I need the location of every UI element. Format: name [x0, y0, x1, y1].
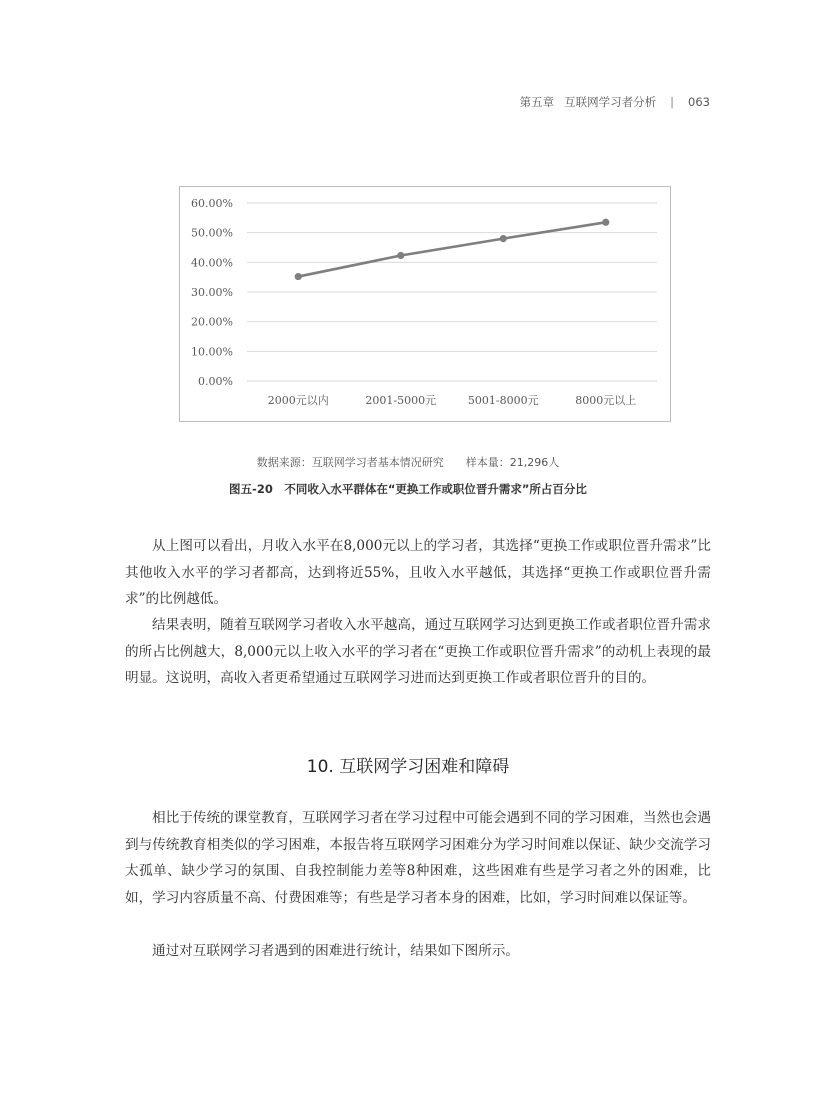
chart-canvas — [180, 187, 672, 423]
y-tick-label: 20.00% — [191, 315, 233, 329]
y-tick-label: 30.00% — [191, 286, 233, 299]
chapter-title: 互联网学习者分析 — [564, 95, 657, 109]
line-chart — [179, 186, 671, 422]
x-tick-label: 8000元以上 — [575, 394, 637, 407]
header-separator: | — [670, 95, 675, 109]
data-point — [602, 219, 609, 226]
y-tick-label: 40.00% — [191, 256, 233, 270]
y-tick-label: 60.00% — [191, 197, 233, 210]
y-tick-label: 10.00% — [191, 345, 233, 359]
x-tick-label: 2001-5000元 — [365, 394, 437, 407]
data-source: 数据来源：互联网学习者基本情况研究 — [256, 456, 444, 469]
chapter-number: 第五章 — [519, 95, 555, 109]
running-header — [480, 93, 710, 111]
figure-caption: 图五-20 不同收入水平群体在“更换工作或职位晋升需求”所占百分比 — [229, 482, 587, 496]
y-tick-label: 0.00% — [198, 375, 233, 388]
x-tick-label: 5001-8000元 — [467, 394, 539, 407]
figure-source-line — [0, 454, 816, 470]
data-point — [295, 273, 302, 280]
paragraph-1: 从上图可以看出，月收入水平在8,000元以上的学习者，其选择“更换工作或职位晋升需求”比其他收入水平的学习者都高，达到将近55%，且收入水平越低，其选择“更换工作或职位晋升需求”的比例越低。 — [125, 538, 711, 607]
section-title: 10. 互联网学习困难和障碍 — [306, 757, 510, 777]
y-tick-label: 50.00% — [191, 226, 233, 240]
paragraph-3: 相比于传统的课堂教育，互联网学习者在学习过程中可能会遇到不同的学习困难，当然也会遇到与传统教育相类似的学习困难，本报告将互联网学习困难分为学习时间难以保证、缺少交流学习太孤单、缺少学习的氛围、自我控制能力差等8种困难，这些困难有些是学习者之外的困难，比如，学习内容质量不高、付费困难等；有些是学习者本身的困难，比如，学习时间难以保证等。 — [125, 810, 711, 906]
sample-size: 样本量：21,296人 — [465, 456, 560, 469]
data-point — [397, 252, 404, 259]
x-tick-label: 2000元以内 — [267, 394, 329, 407]
series-line — [298, 222, 606, 276]
paragraph-4: 通过对互联网学习者遇到的困难进行统计，结果如下图所示。 — [152, 943, 520, 959]
data-point — [500, 235, 507, 242]
page-number: 063 — [688, 95, 710, 109]
paragraph-2: 结果表明，随着互联网学习者收入水平越高，通过互联网学习达到更换工作或者职位晋升需求的所占比例越大，8,000元以上收入水平的学习者在“更换工作或职位晋升需求”的动机上表现的最明显。这说明，高收入者更希望通过互联网学习进而达到更换工作或者职位晋升的目的。 — [125, 617, 711, 686]
